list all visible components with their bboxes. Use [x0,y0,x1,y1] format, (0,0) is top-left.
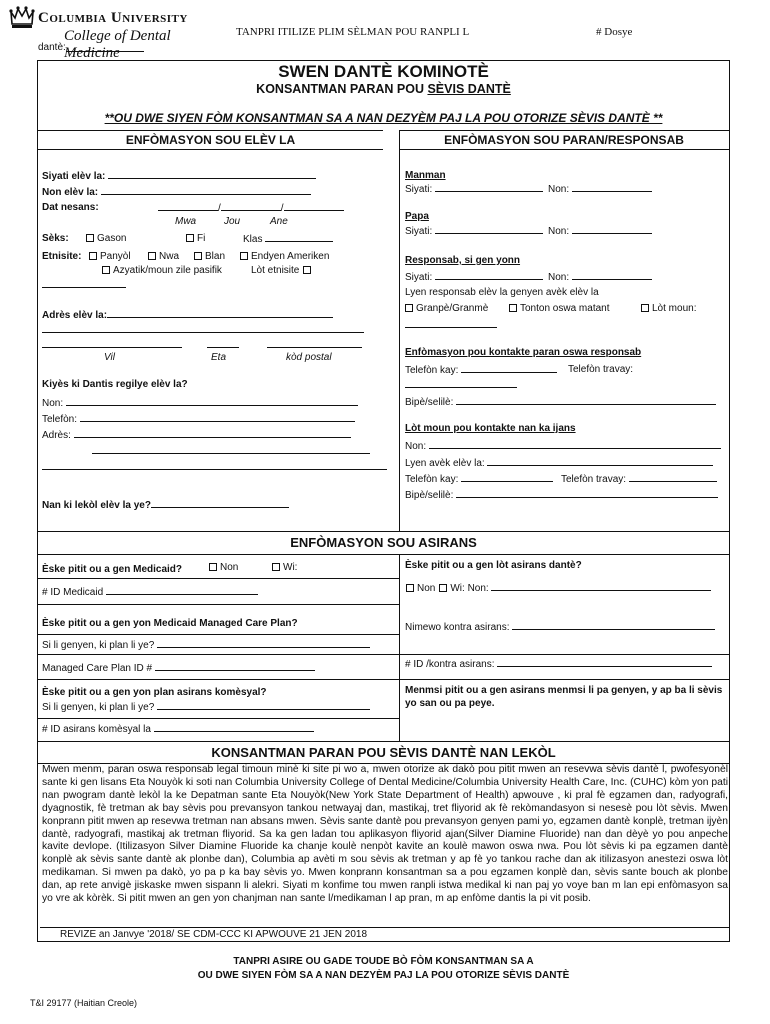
ethnicity-other-field[interactable] [42,279,126,291]
crown-icon [8,4,36,32]
emergency-work-field[interactable]: Telefòn travay: [561,473,717,485]
dob-day: Jou [224,216,241,227]
instruction-text: TANPRI ITILIZE PLIM SÈLMAN POU RANPLI L [236,26,470,38]
student-firstname-field[interactable]: Non elèv la: [42,186,311,198]
contract-number-field[interactable]: Nimewo kontra asirans: [405,621,715,633]
checkbox-icon[interactable] [194,252,202,260]
relation-label: Lyen responsab elèv la genyen avèk elèv la [405,287,599,298]
ethnicity-asian[interactable]: Azyatik/moun zile pasifik [98,265,222,276]
mcp-question: Èske pitit ou a gen yon Medicaid Managed Care Plan? [42,618,298,629]
commercial-question: Èske pitit ou a gen yon plan asirans komèsyal? [42,687,267,698]
dob-label: Dat nesans: [42,202,99,213]
ethnicity-white[interactable]: Blan [190,251,225,262]
dentist-address-line-2[interactable] [92,445,370,457]
relation-uncle-aunt[interactable]: Tonton oswa matant [505,303,610,314]
column-divider [399,130,400,531]
dob-month: Mwa [175,216,197,227]
divider [38,654,729,655]
mother-heading: Manman [405,170,446,181]
form-title: SWEN DANTÈ KOMINOTÈ [278,62,489,81]
insurance-divider [399,554,400,741]
checkbox-icon[interactable] [86,234,94,242]
coverage-note: Menmsi pitit ou a gen asirans menmsi li pa genyen, y ap ba li sèvis yo san ou pa peye. [405,685,723,709]
emergency-heading: Lòt moun pou kontakte nan ka ijans [405,423,576,434]
ethnicity-native[interactable]: Endyen Ameriken [236,251,329,262]
work-phone-field[interactable]: Telefòn travay: [568,364,634,375]
pager-field[interactable]: Bipè/selilè: [405,396,716,408]
guardian-lastname-field[interactable]: Siyati: [405,271,543,283]
consent-text: Mwen menm, paran oswa responsab legal timoun minè ki site pi wo a, mwen otorize ak dakò pou pitit mwen an resevwa sèvis dantè l, pwofesyonèl sante ki gen lisans Eta Nouyòk ki soti nan Columbia University College of Dental Medicine/Columbia University Health Care, Inc. (CUHC) kòm yon pati nan pwogram dantè lekòl la ke Depatman sante Eta Nouyòk(New York State Department of Health) apwouve , ki pral fè egzamen dan, radyografi, dyagnostik, fè tretman ak bay sèvis pou prevansyon tankou netwayaj dan, mastikaj, tret fliyorid ak fè rekòmandasyon si nesesè pou lòt sèvis. Mwen konprann pitit mwen ap resevwa tretman nan absans mwen. Sèvis sante dantè pou prevansyon genyen pami yo, egzamen dantè konplè, tretman ijyèn dantè, radyografi, mastikaj ak tretman fliyorid. Sa ka gen ladan tou aplikasyon fliyorid ajan(Silver Diamine Fluoride) nan dan dèyè yo pou anpeche kavite devlope. (Itilizasyon Silver Diamine Fluoride ka chanje koulè nenpòt kavite an koulè mawon oswa nwa. Pou lòt sèvis ki pa egzamen dantè konplè ak sèvis sante dantè ak plonbe dan), Columbia ap avèti m sou sèvis ak tretman y ap fè yo tankou rache dan ak itilizasyon anestezi oswa lòt medikaman. Si mwen pa dakò, yo pa p ka bay sèvis yo. Mwen konprann konsantman sa a pou egzamen konplè dan, sèvis sante bouch ak plonbe dan, ap rete anvigè jiskaske mwen sispann li alekri. Siyati m konfime tou mwen ranpli istwa medikal ki nan paj yo voye ban m lan epi enfòmasyon sa yo vre ak kòrèk. Si pitit mwen an gen yon chanjman nan sante l/medikaman l ap pran, m ap enfòme dantis la pi vit posib. [42,764,728,905]
dentist-address-line-3[interactable] [42,461,387,473]
relation-other[interactable]: Lòt moun: [637,303,696,314]
dentist-question: Kiyès ki Dantis regilye elèv la? [42,379,188,390]
mother-lastname-field[interactable]: Siyati: [405,183,543,195]
city-state-zip-lines[interactable] [42,339,362,351]
mcp-id-field[interactable]: Managed Care Plan ID # [42,662,315,674]
medicaid-no[interactable]: Non [205,562,238,573]
revision-note: REVIZE an Janvye '2018/ SE CDM-CCC KI APWOUVE 21 JEN 2018 [40,927,729,942]
checkbox-icon[interactable] [186,234,194,242]
guardian-heading: Responsab, si gen yonn [405,255,521,266]
zip-label: kòd postal [286,352,332,363]
dob-field[interactable]: / / [158,202,344,214]
checkbox-icon[interactable] [641,304,649,312]
address-line-2[interactable] [42,324,364,336]
dentist-name-field[interactable]: Non: [42,397,358,409]
contact-heading: Enfòmasyon pou kontakte paran oswa responsab [405,347,642,358]
insurance-section-header: ENFÒMASYON SOU ASIRANS [38,531,729,555]
student-lastname-field[interactable]: Siyati elèv la: [42,170,316,182]
father-lastname-field[interactable]: Siyati: [405,225,543,237]
medicaid-yes[interactable]: Wi: [268,562,297,573]
consent-section-header: KONSANTMAN PARAN POU SÈVIS DANTÈ NAN LEKÒL [38,741,729,764]
emergency-name-field[interactable]: Non: [405,440,721,452]
other-dental-question: Èske pitit ou a gen lòt asirans dantè? [405,560,582,571]
checkbox-icon[interactable] [405,304,413,312]
relation-other-field[interactable] [405,319,497,331]
relation-grandparent[interactable]: Granpè/Granmè [401,303,488,314]
checkbox-icon[interactable] [509,304,517,312]
dob-year: Ane [270,216,288,227]
student-section-header: ENFÒMASYON SOU ELÈV LA [38,130,383,150]
columbia-logo [8,4,218,61]
checkbox-icon[interactable] [209,563,217,571]
checkbox-icon[interactable] [102,266,110,274]
ethnicity-hispanic[interactable]: Panyòl [85,251,131,262]
university-name: Columbia University [38,10,188,26]
other-dental-options[interactable]: Non Wi: Non: [402,582,711,594]
checkbox-icon[interactable] [439,584,447,592]
home-phone-field[interactable]: Telefòn kay: [405,364,557,376]
sex-boy-option[interactable]: Gason [82,233,126,244]
checkbox-icon[interactable] [240,252,248,260]
address-field[interactable]: Adrès elèv la: [42,309,333,321]
dentist-address-field[interactable]: Adrès: [42,429,351,441]
divider [38,578,399,579]
dante-label: dantè: [38,42,66,53]
emergency-relation-field[interactable]: Lyen avèk elèv la: [405,457,713,469]
commercial-id-field[interactable]: # ID asirans komèsyal la [42,723,314,735]
commercial-plan-field[interactable]: Si li genyen, ki plan li ye? [42,701,370,713]
sex-girl-option[interactable]: Fi [182,233,205,244]
contract-id-field[interactable]: # ID /kontra asirans: [405,658,712,670]
mother-firstname-field[interactable]: Non: [548,183,652,195]
checkbox-icon[interactable] [272,563,280,571]
ethnicity-row: Etnisite: [42,251,82,262]
medicaid-question: Èske pitit ou a gen Medicaid? [42,564,183,575]
checkbox-icon[interactable] [303,266,311,274]
ethnicity-black[interactable]: Nwa [144,251,179,262]
checkbox-icon[interactable] [406,584,414,592]
sex-row: Sèks: [42,233,69,244]
parent-section-header: ENFÒMASYON SOU PARAN/RESPONSAB [399,130,729,150]
checkbox-icon[interactable] [89,252,97,260]
divider [38,679,729,680]
dante-field[interactable] [66,51,144,52]
form-subtitle: KONSANTMAN PARAN POU SÈVIS DANTÈ [256,82,511,96]
footer-line-1: TANPRI ASIRE OU GADE TOUDE BÒ FÒM KONSANTMAN SA A [233,956,534,967]
city-label: Vil [104,352,115,363]
grade-field[interactable]: Klas [243,233,333,245]
form-code: T&I 29177 (Haitian Creole) [30,998,138,1008]
checkbox-icon[interactable] [148,252,156,260]
dentist-phone-field[interactable]: Telefòn: [42,413,355,425]
work-phone-line[interactable] [405,379,517,391]
guardian-firstname-field[interactable]: Non: [548,271,652,283]
medicaid-id-field[interactable]: # ID Medicaid [42,586,258,598]
divider [38,604,399,605]
divider [38,718,399,719]
signature-notice: **OU DWE SIYEN FÒM KONSANTMAN SA A NAN DEZYÈM PAJ LA POU OTORIZE SÈVIS DANTÈ ** [104,111,663,125]
emergency-pager-field[interactable]: Bipè/selilè: [405,489,718,501]
divider [38,634,399,635]
ethnicity-other[interactable]: Lòt etnisite [251,265,314,276]
father-heading: Papa [405,211,429,222]
footer-line-2: OU DWE SIYEN FÒM SA A NAN DEZYÈM PAJ LA POU OTORIZE SÈVIS DANTÈ [197,970,570,981]
emergency-home-field[interactable]: Telefòn kay: [405,473,553,485]
mcp-plan-field[interactable]: Si li genyen, ki plan li ye? [42,639,370,651]
father-firstname-field[interactable]: Non: [548,225,652,237]
school-field[interactable]: Nan ki lekòl elèv la ye? [42,499,289,511]
file-number-label: # Dosye [596,26,633,38]
college-name: College of Dental Medicine [64,28,171,61]
state-label: Eta [211,352,227,363]
